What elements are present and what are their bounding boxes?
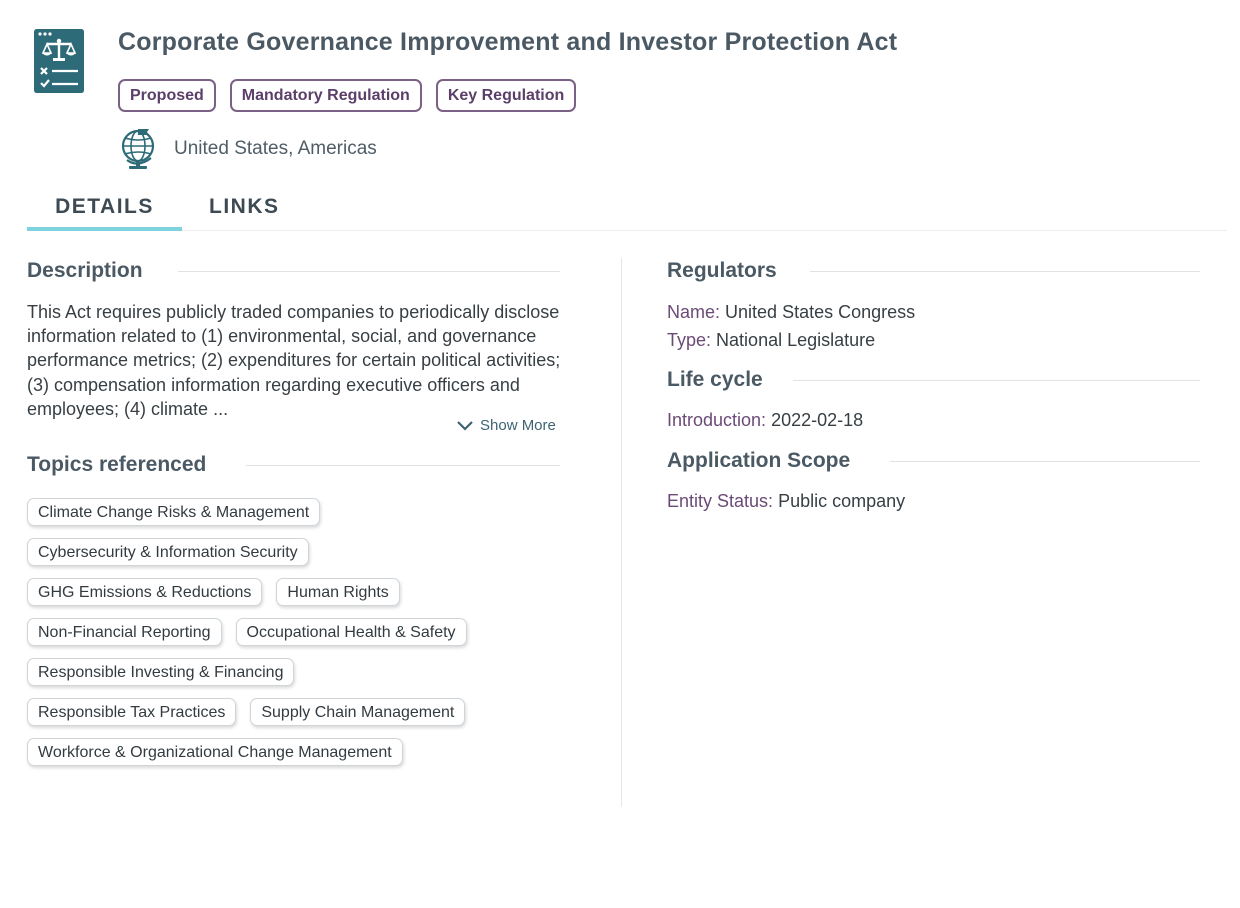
regulators-rule	[810, 271, 1200, 272]
topic-chip[interactable]: Non-Financial Reporting	[27, 618, 222, 646]
topic-chip[interactable]: Workforce & Organizational Change Management	[27, 738, 403, 766]
status-badge-proposed: Proposed	[118, 79, 216, 112]
topic-chip[interactable]: Cybersecurity & Information Security	[27, 538, 309, 566]
lifecycle-heading: Life cycle	[667, 368, 763, 391]
topic-chip[interactable]: GHG Emissions & Reductions	[27, 578, 262, 606]
topic-chip[interactable]: Occupational Health & Safety	[236, 618, 467, 646]
regulators-heading: Regulators	[667, 259, 777, 282]
entity-status-row	[667, 491, 905, 512]
regulator-type-value: National Legislature	[716, 330, 876, 350]
lifecycle-rule	[793, 380, 1200, 381]
topic-chip[interactable]: Responsible Tax Practices	[27, 698, 236, 726]
scope-rule	[890, 461, 1200, 462]
entity-status-label: Entity Status:	[667, 491, 774, 511]
topics-list	[27, 498, 587, 778]
show-more-link[interactable]	[456, 417, 556, 434]
description-text: This Act requires publicly traded companies to periodically disclose information related to (1) environmental, social, and governance performance metrics; (2) expenditures for certain political activities; (3) compensation information regarding executive officers and employees; (4) climate ...	[27, 302, 561, 419]
tab-details[interactable]: DETAILS	[27, 188, 182, 231]
regulator-type-row	[667, 330, 875, 351]
status-badges	[118, 79, 576, 112]
regulator-type-label: Type:	[667, 330, 712, 350]
regulator-name-value: United States Congress	[725, 302, 916, 322]
topic-chip[interactable]: Human Rights	[276, 578, 399, 606]
introduction-label: Introduction:	[667, 410, 767, 430]
topic-chip[interactable]: Responsible Investing & Financing	[27, 658, 294, 686]
legal-scales-document-icon	[34, 29, 84, 93]
topics-heading: Topics referenced	[27, 453, 207, 476]
column-divider	[621, 258, 622, 807]
status-badge-mandatory: Mandatory Regulation	[230, 79, 422, 112]
description-rule	[178, 271, 560, 272]
chevron-down-icon	[456, 420, 474, 432]
tab-links[interactable]: LINKS	[209, 195, 280, 218]
topic-chip[interactable]: Supply Chain Management	[250, 698, 465, 726]
page-title: Corporate Governance Improvement and Investor Protection Act	[118, 28, 898, 56]
introduction-value: 2022-02-18	[771, 410, 864, 430]
description-heading: Description	[27, 259, 143, 282]
globe-flag-icon	[121, 128, 157, 170]
topic-chip[interactable]: Climate Change Risks & Management	[27, 498, 320, 526]
location-text: United States, Americas	[174, 138, 377, 159]
introduction-row	[667, 410, 863, 431]
show-more-label: Show More	[480, 417, 556, 434]
regulator-name-label: Name:	[667, 302, 721, 322]
status-badge-key: Key Regulation	[436, 79, 576, 112]
scope-heading: Application Scope	[667, 449, 851, 472]
entity-status-value: Public company	[778, 491, 906, 511]
regulator-name-row	[667, 302, 915, 323]
tab-bar	[27, 188, 1227, 231]
topics-rule	[246, 465, 560, 466]
